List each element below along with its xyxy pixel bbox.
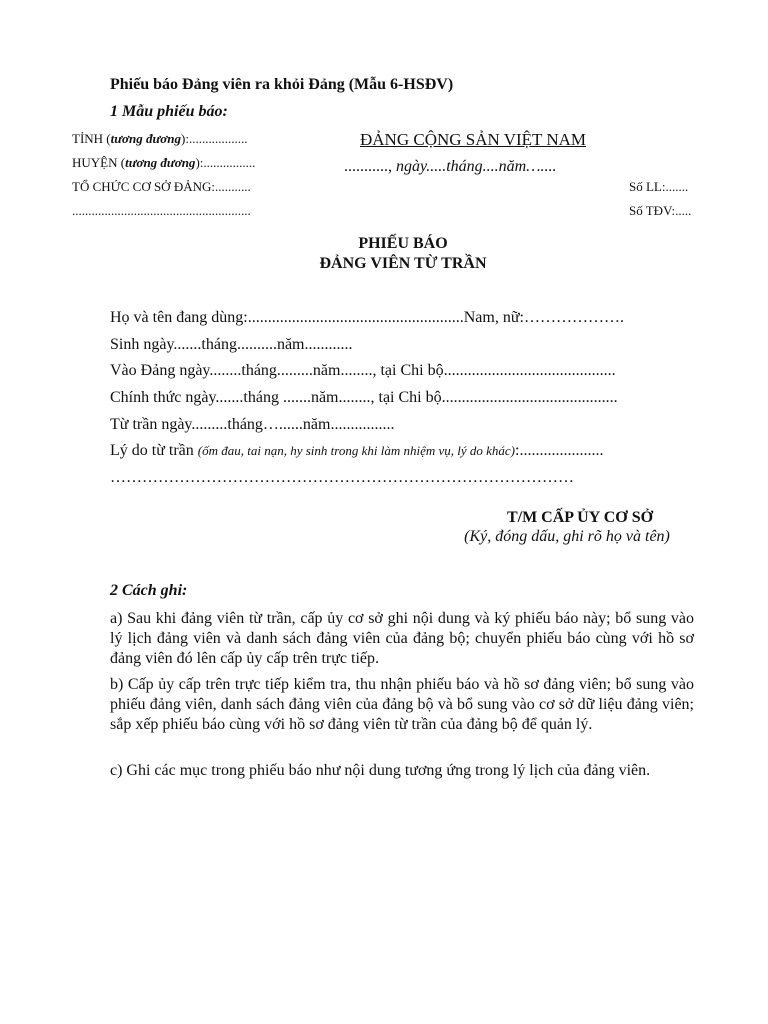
instruction-c: c) Ghi các mục trong phiếu báo như nội dung tương ứng trong lý lịch của đảng viên. bbox=[110, 762, 651, 779]
tinh-line: TỈNH (tương đương):.................. bbox=[72, 131, 248, 146]
field-dotted-line: …………………………………………………………………………… bbox=[110, 469, 574, 486]
field-official-date: Chính thức ngày.......tháng .......năm........, tại Chi bộ............................................ bbox=[110, 389, 618, 406]
document-title: Phiếu báo Đảng viên ra khỏi Đảng (Mẫu 6-HSĐV) bbox=[110, 76, 454, 93]
field-birth-date: Sinh ngày.......tháng..........năm............ bbox=[110, 336, 353, 353]
so-tdv: Số TĐV:..... bbox=[629, 203, 692, 218]
instruction-a: a) Sau khi đảng viên từ trần, cấp ủy cơ sở ghi nội dung và ký phiếu báo này; bổ sung vào lý lịch đảng viên và danh sách đảng viên của đảng bộ; chuyển phiếu báo cùng với hồ sơ đảng viên đó lên cấp ủy cấp trên trực tiếp. bbox=[110, 610, 694, 667]
field-death-date: Từ trần ngày.........tháng…......năm................ bbox=[110, 416, 395, 433]
so-ll: Số LL:....... bbox=[629, 179, 689, 194]
section1-heading: 1 Mẫu phiếu báo: bbox=[110, 103, 228, 120]
party-name: ĐẢNG CỘNG SẢN VIỆT NAM bbox=[360, 130, 587, 149]
field-death-reason: Lý do từ trần (ốm đau, tai nạn, hy sinh trong khi làm nhiệm vụ, lý do khác):..................... bbox=[110, 442, 604, 459]
signature-title: T/M CẤP ỦY CƠ SỞ bbox=[506, 509, 654, 526]
form-title-line1: PHIẾU BÁO bbox=[358, 235, 448, 252]
field-join-date: Vào Đảng ngày........tháng.........năm........, tại Chi bộ........................................... bbox=[110, 362, 616, 379]
signature-note: (Ký, đóng dấu, ghi rõ họ và tên) bbox=[464, 528, 670, 545]
instruction-b: b) Cấp ủy cấp trên trực tiếp kiểm tra, thu nhận phiếu báo và hồ sơ đảng viên; bổ sung vào phiếu đảng viên, danh sách đảng viên của đảng bộ và bổ sung vào cơ sở dữ liệu đảng viên; sắp xếp phiếu báo cùng với hồ sơ đảng viên từ trần của đảng bộ để quản lý. bbox=[110, 676, 694, 733]
place-date-line: ..........., ngày.....tháng....năm….... bbox=[344, 158, 557, 175]
form-title-line2: ĐẢNG VIÊN TỪ TRẦN bbox=[319, 255, 487, 272]
header-left-dots: ....................................................... bbox=[72, 203, 251, 218]
field-full-name: Họ và tên đang dùng:......................................................Nam, nữ:………………. bbox=[110, 309, 624, 326]
to-chuc-line: TỔ CHỨC CƠ SỞ ĐẢNG:........... bbox=[72, 179, 251, 194]
huyen-line: HUYỆN (tương đương):................ bbox=[72, 155, 256, 170]
section2-heading: 2 Cách ghi: bbox=[110, 582, 188, 599]
